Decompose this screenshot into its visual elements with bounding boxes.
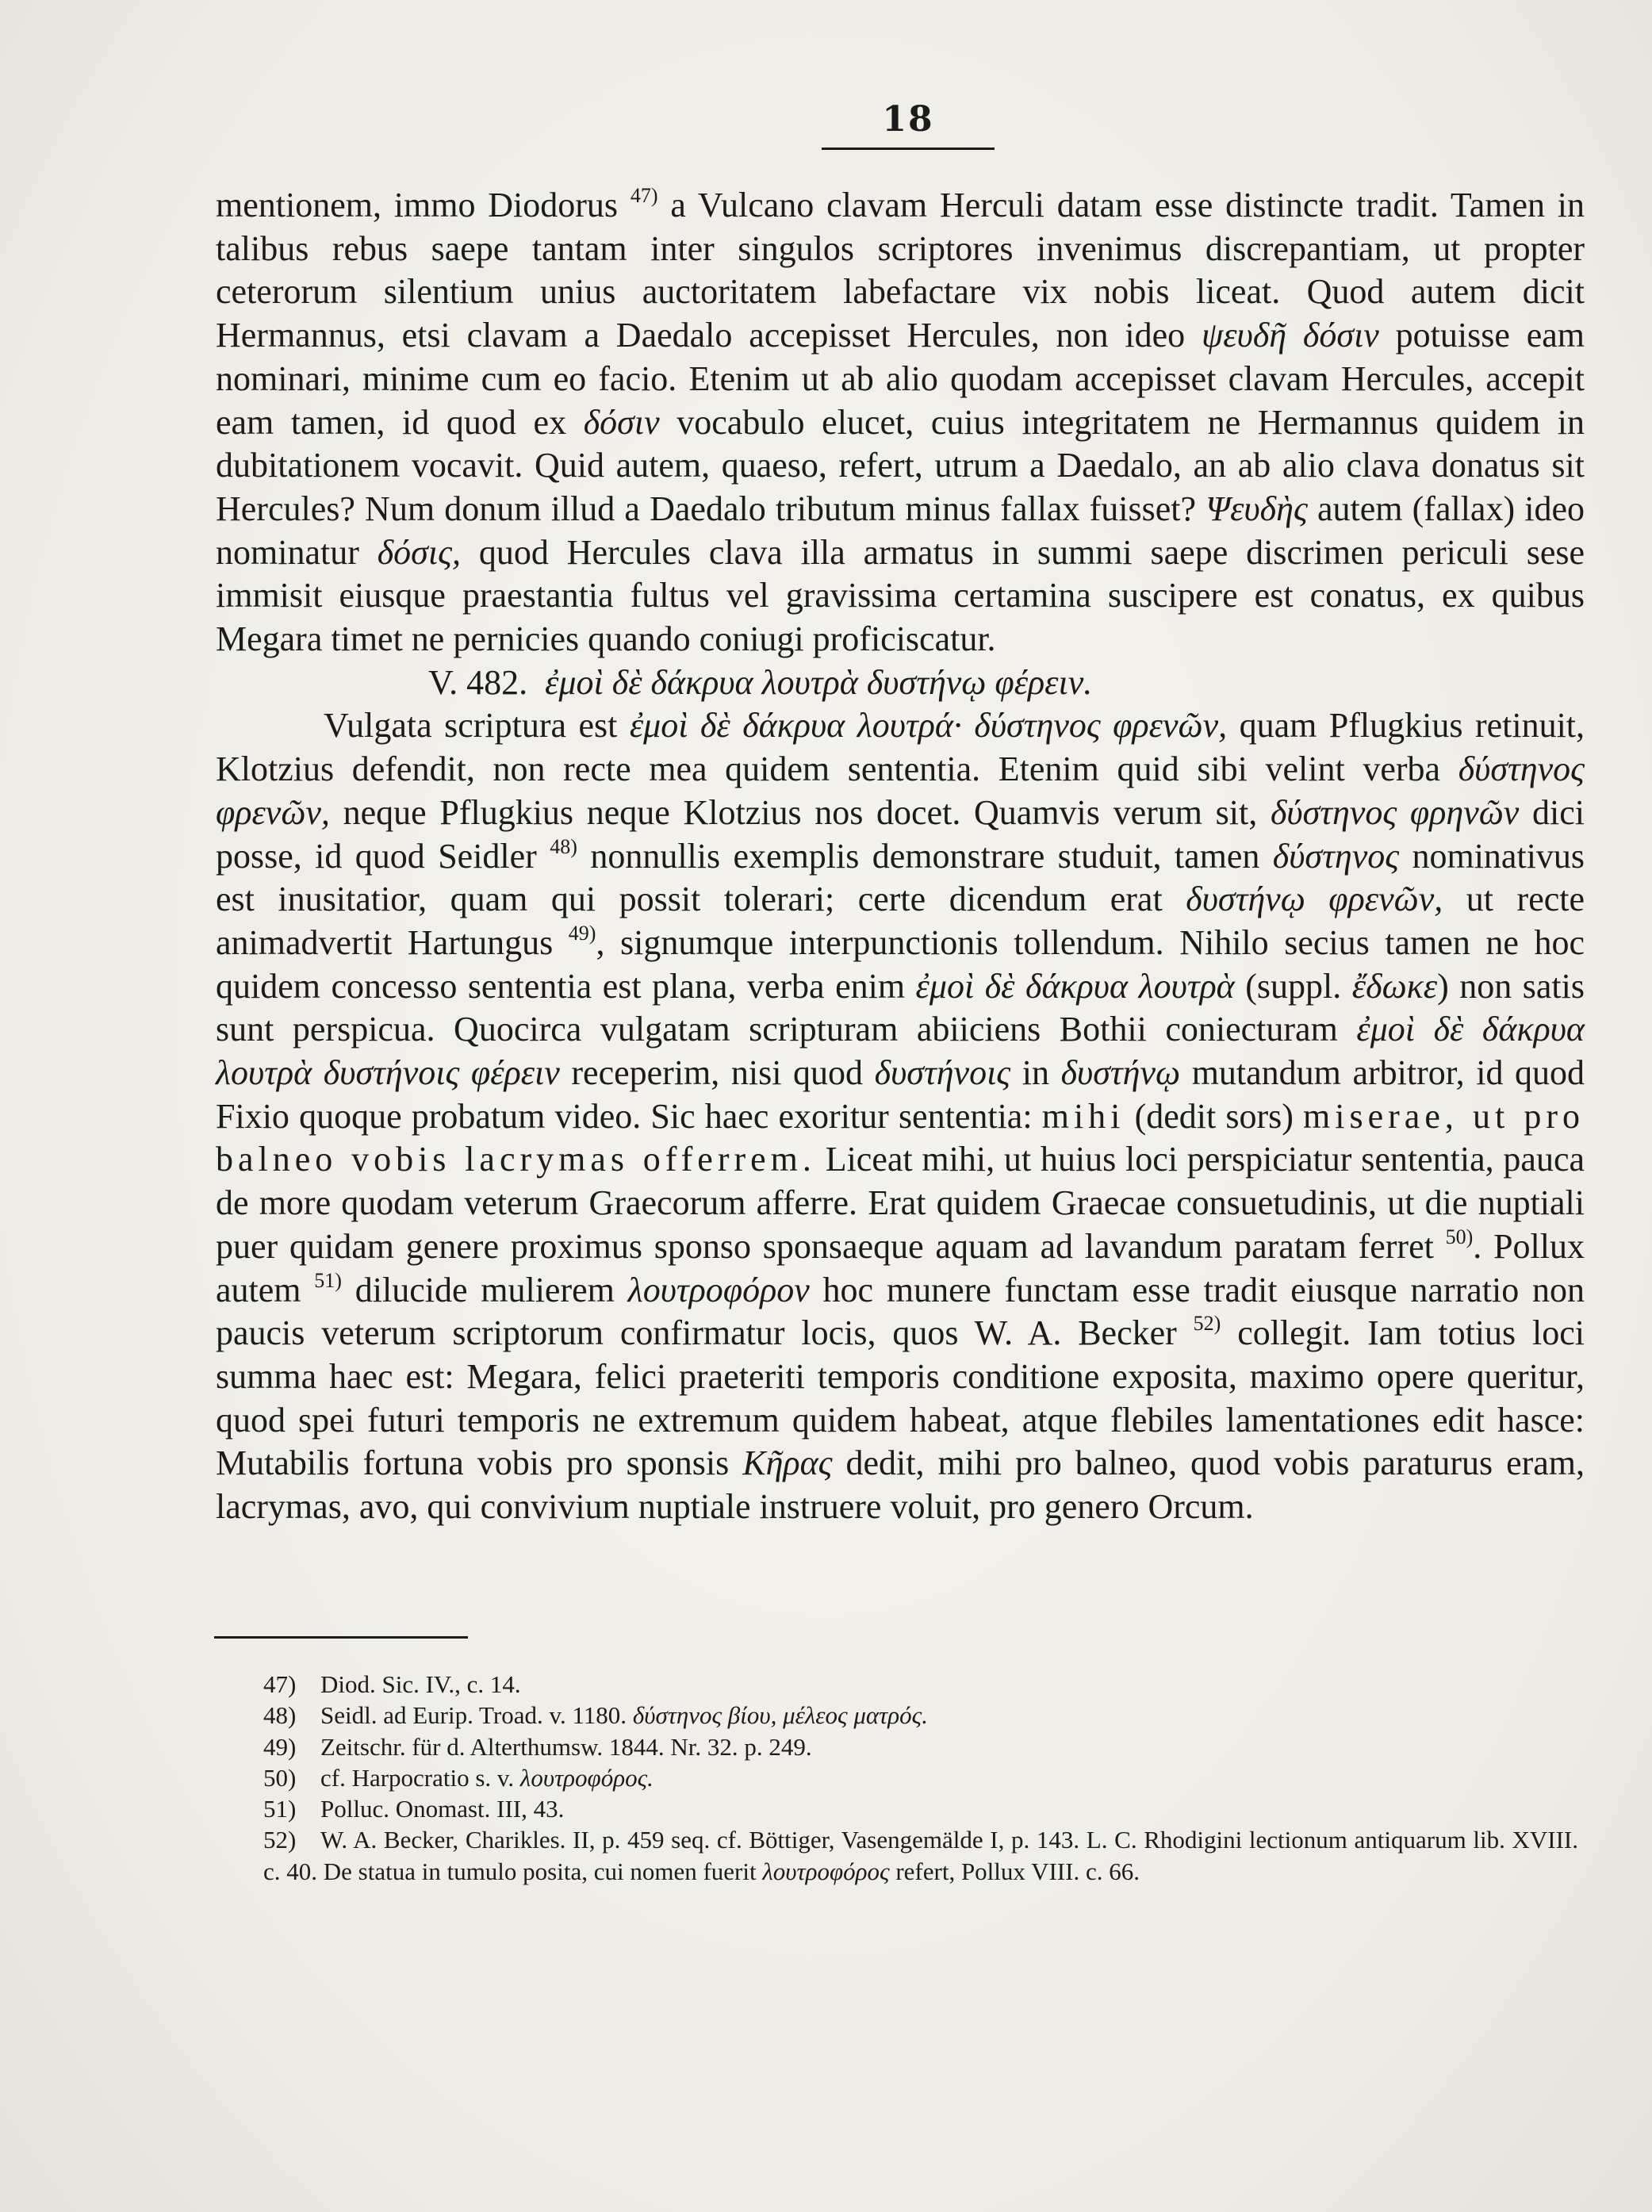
verse-text: ἐμοὶ δὲ δάκρυα λουτρὰ δυστήνῳ φέρειν. [545,662,1093,702]
footnote-ref[interactable]: 49) [568,921,596,945]
footnote-49: 49) Zeitschr. für d. Alterthumsw. 1844. Nr. 32. p. 249. [263,1732,812,1761]
greek-term: Ψευδὴς [1205,489,1308,528]
page-number-rule [822,148,995,150]
verse-line [216,661,1585,705]
footnote-48: 48) Seidl. ad Eurip. Troad. v. 1180. δύστηνος βίου, μέλεος ματρός. [263,1701,928,1730]
footnote-50: 50) cf. Harpocratio s. v. λουτροφόρος. [263,1763,654,1792]
footnote-ref[interactable]: 52) [1193,1312,1221,1336]
paragraph-2: Vulgata scriptura est ἐμοὶ δὲ δάκρυα λουτρά· δύστηνος φρενῶν, quam Pflugkius retinuit, Klotzius defendit, non recte mea quidem sententia. Etenim quid sibi velint verba δύστηνος φρενῶν, neque Pflugkius neque Klotzius nos docet. Quamvis verum sit, δύστηνος φρηνῶν dici posse, id quod Seidler $^{48)}$ nonnullis exemplis demonstrare studuit, tamen δύστηνος nominativus est inusitatior, quam qui possit tolerari; certe dicendum erat δυστήνῳ φρενῶν, ut recte animadvertit Hartungus $^{49)}$, signumque interpunctionis tollendum. Nihilo secius tamen ne hoc quidem concesso sententia est plana, verba enim ἐμοὶ δὲ δάκρυα λουτρὰ (suppl. ἔδωκε) non satis sunt perspicua. Quocirca vulgatam scripturam abiiciens Bothii coniecturam ἐμοὶ δὲ δάκρυα λουτρὰ δυστήνοις φέρειν receperim, nisi quod δυστήνοις in δυστήνῳ mutandum arbitror, id quod Fixio quoque probatum video. Sic haec exoritur sententia: mihi (dedit sors) miserae, ut pro balneo vobis lacrymas offerrem. Liceat mihi, ut huius loci perspiciatur sententia, pauca de more quodam veterum Graecorum afferre. Erat quidem Graecae consuetudinis, ut die nuptiali puer quidam genere proximus sponso sponsaeque aquam ad lavandum paratam ferret $^{50)}$. Pollux autem $^{51)}$ dilucide mulierem λουτροφόρον hoc munere functam esse tradit eiusque narratio non paucis veterum scriptorum confirmatur locis, quos W. A. Becker $^{52)}$ collegit. Iam totius loci summa haec est: Megara, felici praeteriti temporis conditione exposita, maximo opere queritur, quod spei futuri temporis ne extremum quidem habeat, atque flebiles lamentationes edit hasce: Mutabilis fortuna vobis pro sponsis Κῆρας dedit, mihi pro balneo, quod vobis paraturus eram, lacrymas, avo, qui convivium nuptiale instruere voluit, pro genero Orcum. [216,706,1585,1527]
footnote-52: 52) W. A. Becker, Charikles. II, p. 459 seq. cf. Böttiger, Vasengemälde I, p. 143. L. C. Rhodigini lectionum antiquarum lib. XVIII. c. 40. De statua in tumulo posita, cui nomen fuerit λουτροφόρος refert, Pollux VIII. c. 66. [263,1826,1578,1885]
footnote-ref[interactable]: 47) [630,184,658,207]
verse-label: V. 482. [428,662,528,702]
footnote-rule [214,1636,468,1639]
footnote-ref[interactable]: 50) [1445,1225,1474,1248]
main-text [216,184,1585,1529]
footnote-ref[interactable]: 48) [550,834,577,858]
footnotes [198,1669,1578,1887]
footnote-47: 47) Diod. Sic. IV., c. 14. [263,1670,521,1698]
paragraph-1: mentionem, immo Diodorus $^{47)}$ a Vulcano clavam Herculi datam esse distincte tradit. Tamen in talibus rebus saepe tantam inter singulos scriptores invenimus discrepantiam, ut propter ceterorum silentium unius auctoritatem labefactare vix nobis liceat. Quod autem dicit Hermannus, etsi clavam a Daedalo accepisset Hercules, non ideo ψευδῆ δόσιν potuisse eam nominari, minime cum eo facio. Etenim ut ab alio quodam accepisset clavam Hercules, accepit eam tamen, id quod ex δόσιν vocabulo elucet, cuius integritatem ne Hermannus quidem in dubitationem vocavit. Quid autem, quaeso, refert, utrum a Daedalo, an ab alio clava donatus sit Hercules? Num donum illud a Daedalo tributum minus fallax fuisset? Ψευδὴς autem (fallax) ideo nominatur δόσις, quod Hercules clava illa armatus in summi saepe discrimen periculi sese immisit eiusque praestantia fultus vel gravissima certamina suscipere est conatus, ex quibus Megara timet ne pernicies quando coniugi proficiscatur. [216,184,1585,659]
spaced-translation: miserae, ut pro balneo vobis lacrymas offerrem. [216,1096,1585,1179]
greek-term: δόσιν [583,402,660,442]
footnote-ref[interactable]: 51) [314,1268,342,1292]
greek-term: ψευδῆ δόσιν [1201,316,1379,355]
greek-term: δόσις, [377,532,461,572]
page-number: 18 [882,99,934,140]
footnote-51: 51) Polluc. Onomast. III, 43. [263,1795,565,1823]
spaced-translation: mihi [1041,1096,1125,1136]
